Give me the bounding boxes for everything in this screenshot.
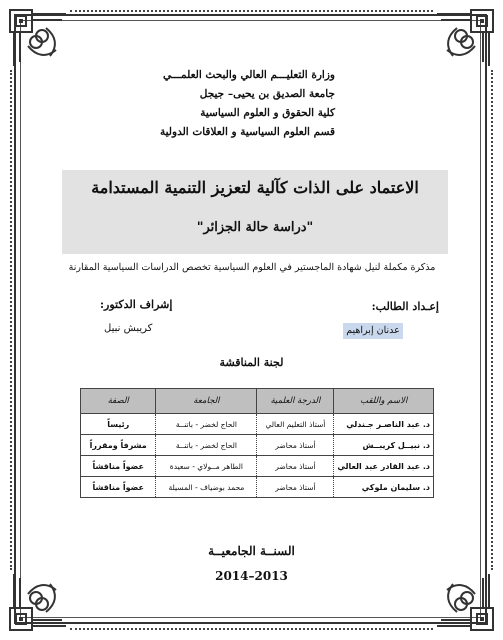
column-header-name: الاسم واللقب <box>334 389 434 414</box>
member-grade: أستاذ محاضر <box>257 435 334 456</box>
committee-table <box>80 388 434 498</box>
academic-year-label: السنــة الجامعيــة <box>208 544 295 558</box>
member-grade: أستاذ التعليم العالي <box>257 414 334 435</box>
member-university: الحاج لخضر - باتنــة <box>156 414 257 435</box>
member-university: الحاج لخضر - باتنــة <box>156 435 257 456</box>
member-grade: أستاذ محاضر <box>257 456 334 477</box>
department-name: قسم العلوم السياسية و العلاقات الدولية <box>160 126 335 138</box>
student-label: إعـداد الطالب: <box>371 300 439 313</box>
supervisor-name: كريبش نبيل <box>104 323 153 334</box>
thesis-title: الاعتماد على الذات كآلية لتعزيز التنمية المستدامة <box>91 178 419 197</box>
member-role: رئيساً <box>81 414 156 435</box>
institution-header <box>135 66 335 142</box>
column-header-role: الصفة <box>81 389 156 414</box>
top-border-ornament <box>70 10 433 20</box>
right-border-ornament <box>483 70 493 570</box>
member-name: د. عبد القادر عبد العالي <box>334 456 434 477</box>
member-role: عضواً مناقشاً <box>81 477 156 498</box>
table-row <box>81 435 434 456</box>
member-name: د. عبد الناصـر جـندلي <box>334 414 434 435</box>
memo-description: مذكرة مكملة لنيل شهادة الماجستير في العلوم السياسية تخصص الدراسات السياسية المقارنة <box>68 262 436 273</box>
supervisor-label: إشراف الدكتور: <box>100 298 173 311</box>
thesis-title-box <box>62 170 448 254</box>
member-name: د. نبيــل كريبــش <box>334 435 434 456</box>
bottom-border-ornament <box>70 620 433 630</box>
table-row <box>81 456 434 477</box>
thesis-subtitle: "دراسة حالة الجزائر" <box>196 220 314 235</box>
member-university: محمد بوضياف - المسيلة <box>156 477 257 498</box>
member-role: مشرفاً ومقرراً <box>81 435 156 456</box>
university-name: جامعة الصديق بن يحيى– جيجل <box>199 88 335 100</box>
corner-ornament-icon <box>6 6 70 70</box>
committee-table-header <box>81 389 434 414</box>
table-row <box>81 477 434 498</box>
column-header-university: الجامعة <box>156 389 257 414</box>
student-name: عدنان إبراهيم <box>343 323 403 339</box>
faculty-name: كلية الحقوق و العلوم السياسية <box>200 107 335 119</box>
corner-ornament-icon <box>433 6 497 70</box>
committee-title: لجنة المناقشة <box>219 356 284 369</box>
member-grade: أستاذ محاضر <box>257 477 334 498</box>
member-university: الطاهر مــولاي - سعيدة <box>156 456 257 477</box>
member-role: عضواً مناقشاً <box>81 456 156 477</box>
academic-year-value: 2014–2013 <box>215 569 288 583</box>
ministry-name: وزارة التعليـــم العالي والبحث العلمـــي <box>163 69 335 81</box>
table-row <box>81 414 434 435</box>
member-name: د. سليمان ملوكي <box>334 477 434 498</box>
left-border-ornament <box>10 70 20 570</box>
column-header-grade: الدرجة العلمية <box>257 389 334 414</box>
